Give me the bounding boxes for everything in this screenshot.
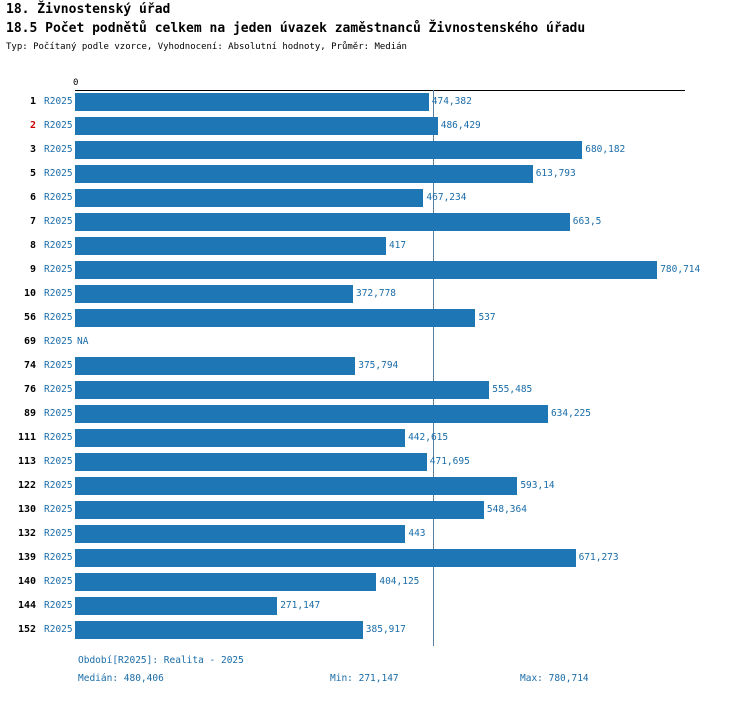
- row-index: 152: [17, 624, 36, 635]
- row-series-label: R2025: [44, 600, 73, 611]
- chart-row: [0, 306, 750, 330]
- chart-row: [0, 210, 750, 234]
- chart-row: [0, 186, 750, 210]
- bar-track: [75, 477, 685, 495]
- row-index: 74: [23, 360, 36, 371]
- row-index: 1: [29, 96, 36, 107]
- bar-value-label: 548,364: [486, 504, 527, 515]
- row-series-label: R2025: [44, 504, 73, 515]
- chart-row: [0, 330, 750, 354]
- bar-value-label: 537: [478, 312, 496, 323]
- row-index: 5: [29, 168, 36, 179]
- bar[interactable]: [75, 525, 405, 543]
- bar-track: [75, 381, 685, 399]
- bar-value-label: 442,615: [408, 432, 449, 443]
- bar-value-label: 443: [408, 528, 426, 539]
- bar-track: [75, 357, 685, 375]
- chart-row: [0, 138, 750, 162]
- bar-track: [75, 117, 685, 135]
- row-index: 7: [29, 216, 36, 227]
- row-index: 140: [17, 576, 36, 587]
- row-index: 69: [23, 336, 36, 347]
- bar[interactable]: [75, 93, 429, 111]
- row-index: 111: [17, 432, 36, 443]
- row-index: 6: [29, 192, 36, 203]
- row-series-label: R2025: [44, 120, 73, 131]
- bar[interactable]: [75, 501, 484, 519]
- bar[interactable]: [75, 237, 386, 255]
- row-series-label: R2025: [44, 168, 73, 179]
- chart-row: [0, 354, 750, 378]
- page-title: 18. Živnostenský úřad: [6, 2, 171, 17]
- bar-track: [75, 93, 685, 111]
- bar[interactable]: [75, 429, 405, 447]
- row-index: 122: [17, 480, 36, 491]
- chart-row: [0, 402, 750, 426]
- row-index: 10: [23, 288, 36, 299]
- row-index: 89: [23, 408, 36, 419]
- bar[interactable]: [75, 453, 427, 471]
- bar-value-label: 593,14: [520, 480, 555, 491]
- row-series-label: R2025: [44, 192, 73, 203]
- row-series-label: R2025: [44, 528, 73, 539]
- stat-median: Medián: 480,406: [78, 673, 164, 684]
- bar-value-label: 474,382: [431, 96, 472, 107]
- bar-value-label: 375,794: [358, 360, 399, 371]
- bar-track: [75, 189, 685, 207]
- chart-row: [0, 618, 750, 642]
- bar-track: [75, 501, 685, 519]
- chart-row: [0, 498, 750, 522]
- row-index: 3: [29, 144, 36, 155]
- bar-track: [75, 237, 685, 255]
- bar[interactable]: [75, 213, 570, 231]
- bar[interactable]: [75, 381, 489, 399]
- chart-row: [0, 546, 750, 570]
- stat-max: Max: 780,714: [520, 673, 589, 684]
- bar-value-label: 271,147: [280, 600, 321, 611]
- row-series-label: R2025: [44, 336, 73, 347]
- bar-track: [75, 597, 685, 615]
- stat-min: Min: 271,147: [330, 673, 399, 684]
- bar-value-label: 634,225: [550, 408, 591, 419]
- row-series-label: R2025: [44, 240, 73, 251]
- row-series-label: R2025: [44, 144, 73, 155]
- chart-row: [0, 162, 750, 186]
- bar-value-label: 471,695: [429, 456, 470, 467]
- row-index: 9: [29, 264, 36, 275]
- bar-value-label: 372,778: [355, 288, 397, 299]
- bar[interactable]: [75, 141, 582, 159]
- row-index: 76: [23, 384, 36, 395]
- bar[interactable]: [75, 477, 517, 495]
- chart-row: [0, 114, 750, 138]
- chart-row: [0, 258, 750, 282]
- bar-value-label: 663,5: [572, 216, 602, 227]
- row-index: 2: [29, 120, 36, 131]
- bar[interactable]: [75, 189, 423, 207]
- bar-track: [75, 525, 685, 543]
- row-series-label: R2025: [44, 480, 73, 491]
- chart-row: [0, 426, 750, 450]
- row-series-label: R2025: [44, 264, 73, 275]
- chart-bars-container: [0, 90, 750, 642]
- bar-value-label: 555,485: [492, 384, 533, 395]
- bar-track: [75, 429, 685, 447]
- row-index: 130: [17, 504, 36, 515]
- row-series-label: R2025: [44, 624, 73, 635]
- bar-value-label: 613,793: [535, 168, 576, 179]
- bar-track: [75, 165, 685, 183]
- bar-value-label: 385,917: [365, 624, 406, 635]
- chart-row: [0, 450, 750, 474]
- chart-row: [0, 90, 750, 114]
- bar[interactable]: [75, 165, 533, 183]
- bar-track: [75, 405, 685, 423]
- chart-row: [0, 522, 750, 546]
- chart-row: [0, 570, 750, 594]
- bar-track: [75, 213, 685, 231]
- bar-value-label: 417: [388, 240, 407, 251]
- bar-value-label: 671,273: [578, 552, 619, 563]
- bar-track: [75, 141, 685, 159]
- row-index: 139: [17, 552, 36, 563]
- bar[interactable]: [75, 357, 355, 375]
- chart-subtitle: Typ: Počítaný podle vzorce, Vyhodnocení: Absolutní hodnoty, Průměr: Medián: [6, 42, 407, 52]
- bar[interactable]: [75, 621, 363, 639]
- row-series-label: R2025: [44, 360, 73, 371]
- bar[interactable]: [75, 573, 376, 591]
- bar-track: [75, 333, 685, 351]
- bar[interactable]: [75, 597, 277, 615]
- bar-value-label: 680,182: [585, 144, 626, 155]
- row-series-label: R2025: [44, 456, 73, 467]
- chart-row: [0, 474, 750, 498]
- row-index: 144: [17, 600, 36, 611]
- bar-track: [75, 285, 685, 303]
- chart-title: 18.5 Počet podnětů celkem na jeden úvazek zaměstnanců Živnostenského úřadu: [6, 21, 586, 36]
- bar-value-label: 404,125: [379, 576, 420, 587]
- chart-row: [0, 378, 750, 402]
- row-index: 132: [17, 528, 36, 539]
- row-series-label: R2025: [44, 408, 73, 419]
- row-series-label: R2025: [44, 432, 73, 443]
- bar-track: [75, 453, 685, 471]
- bar[interactable]: [75, 117, 438, 135]
- chart-row: [0, 594, 750, 618]
- bar-track: [75, 621, 685, 639]
- row-index: 113: [17, 456, 36, 467]
- chart-row: [0, 282, 750, 306]
- bar[interactable]: [75, 285, 353, 303]
- bar-value-label: 467,234: [426, 192, 467, 203]
- bar-value-label: 486,429: [440, 120, 481, 131]
- bar-track: [75, 309, 685, 327]
- bar-value-label: 780,714: [660, 264, 701, 275]
- row-series-label: R2025: [44, 216, 73, 227]
- row-series-label: R2025: [44, 384, 73, 395]
- bar-track: [75, 549, 685, 567]
- bar-track: [75, 261, 701, 279]
- axis-zero-label: 0: [73, 78, 79, 88]
- bar[interactable]: [75, 549, 576, 567]
- row-index: 8: [29, 240, 36, 251]
- bar-track: [75, 573, 685, 591]
- bar-value-na: NA: [77, 336, 89, 347]
- row-series-label: R2025: [44, 288, 73, 299]
- row-series-label: R2025: [44, 312, 73, 323]
- bar[interactable]: [75, 405, 548, 423]
- bar[interactable]: [75, 261, 657, 279]
- chart-row: [0, 234, 750, 258]
- row-series-label: R2025: [44, 96, 73, 107]
- row-index: 56: [23, 312, 36, 323]
- row-series-label: R2025: [44, 552, 73, 563]
- legend-period: Období[R2025]: Realita - 2025: [78, 655, 244, 666]
- row-series-label: R2025: [44, 576, 73, 587]
- bar[interactable]: [75, 309, 475, 327]
